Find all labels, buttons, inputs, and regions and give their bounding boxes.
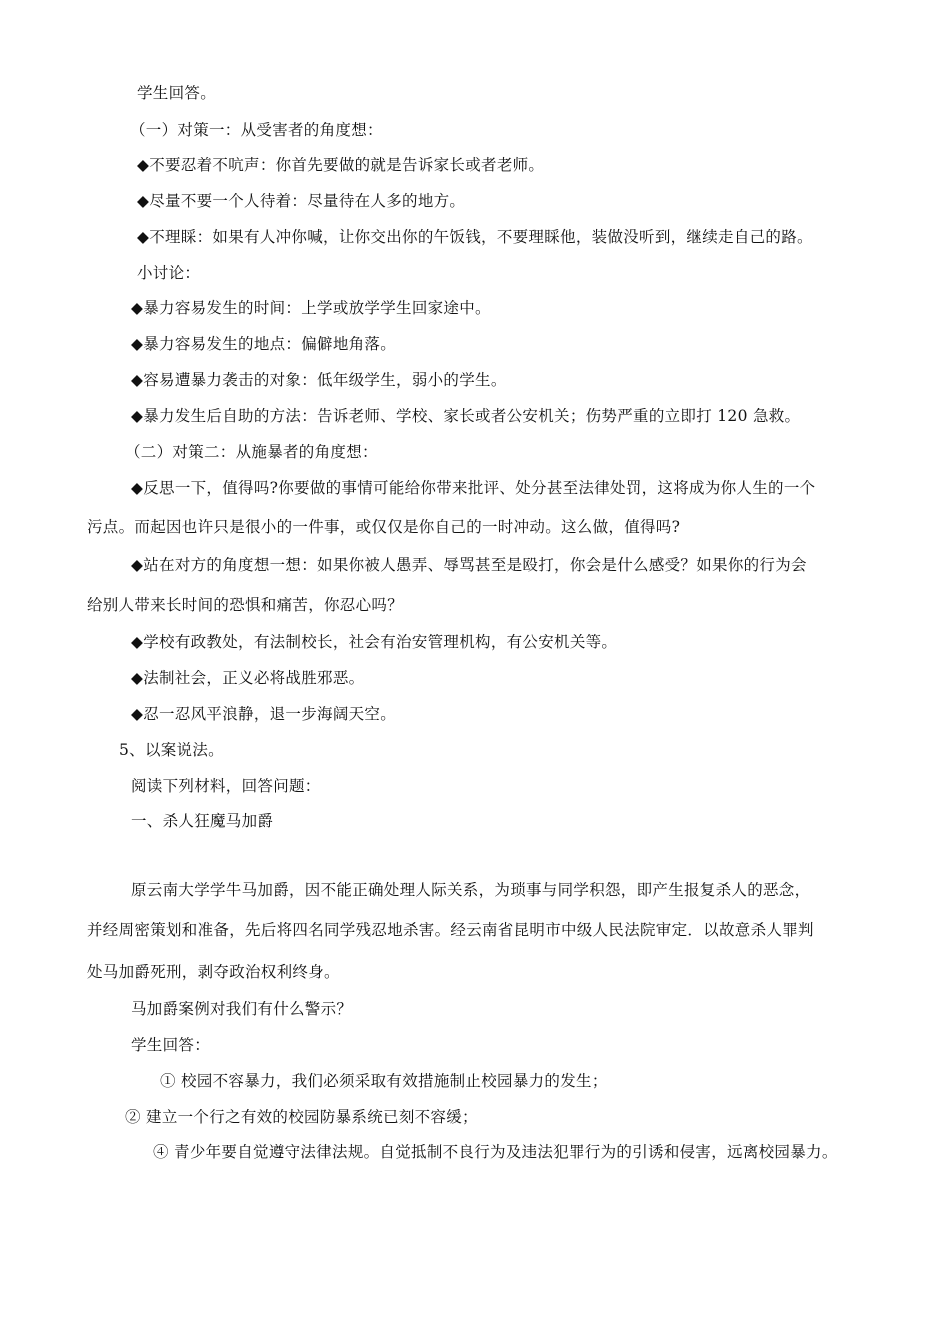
section-heading: （二）对策二：从施暴者的角度想： [125,443,378,461]
paragraph-line: 学生回答。 [137,84,217,102]
paragraph-line: 并经周密策划和准备，先后将四名同学残忍地杀害。经云南省昆明市中级人民法院审定．以故意杀人罪判 [87,921,814,939]
bullet-line: ◆反思一下，值得吗?你要做的事情可能给你带来批评、处分甚至法律处罚，这将成为你人生的一个 [131,479,816,497]
case-title: 一、杀人狂魔马加爵 [131,812,274,830]
bullet-line: ◆站在对方的角度想一想：如果你被人愚弄、辱骂甚至是殴打，你会是什么感受？如果你的行为会 [131,556,807,574]
bullet-line: ◆学校有政教处，有法制校长，社会有治安管理机构，有公安机关等。 [131,633,618,651]
bullet-line: ◆法制社会，正义必将战胜邪恶。 [131,669,365,687]
section-heading: 5、以案说法。 [119,741,224,759]
bullet-line: ◆暴力发生后自助的方法：告诉老师、学校、家长或者公安机关；伤势严重的立即打 120 急救。 [131,407,801,425]
paragraph-line: 原云南大学学牛马加爵，因不能正确处理人际关系，为琐事与同学积怨，即产生报复杀人的恶念， [131,881,811,899]
numbered-item: ② 建立一个行之有效的校园防暴系统已刻不容缓； [125,1108,478,1126]
paragraph-line: 阅读下列材料，回答问题： [131,777,321,795]
bullet-line: ◆不要忍着不吭声：你首先要做的就是告诉家长或者老师。 [137,156,545,174]
bullet-line: ◆尽量不要一个人待着：尽量待在人多的地方。 [137,192,466,210]
bullet-line: ◆不理睬：如果有人冲你喊，让你交出你的午饭钱，不要理睬他，装做没听到，继续走自己的路。 [137,228,813,246]
paragraph-line: 给别人带来长时间的恐惧和痛苦，你忍心吗？ [87,596,404,614]
paragraph-line: 污点。而起因也许只是很小的一件事，或仅仅是你自己的一时冲动。这么做，值得吗? [87,518,681,536]
numbered-item: ④ 青少年要自觉遵守法律法规。自觉抵制不良行为及违法犯罪行为的引诱和侵害，远离校园暴力。 [153,1143,838,1161]
bullet-line: ◆忍一忍风平浪静，退一步海阔天空。 [131,705,397,723]
bullet-line: ◆暴力容易发生的时间：上学或放学学生回家途中。 [131,299,491,317]
section-heading: （一）对策一：从受害者的角度想： [130,121,383,139]
bullet-line: ◆容易遭暴力袭击的对象：低年级学生，弱小的学生。 [131,371,507,389]
question-line: 马加爵案例对我们有什么警示？ [131,1000,353,1018]
numbered-item: ① 校园不容暴力，我们必须采取有效措施制止校园暴力的发生； [160,1072,608,1090]
paragraph-line: 处马加爵死刑，剥夺政治权利终身。 [87,963,340,981]
paragraph-line: 小讨论： [137,264,201,282]
bullet-line: ◆暴力容易发生的地点：偏僻地角落。 [131,335,397,353]
paragraph-line: 学生回答： [131,1036,211,1054]
